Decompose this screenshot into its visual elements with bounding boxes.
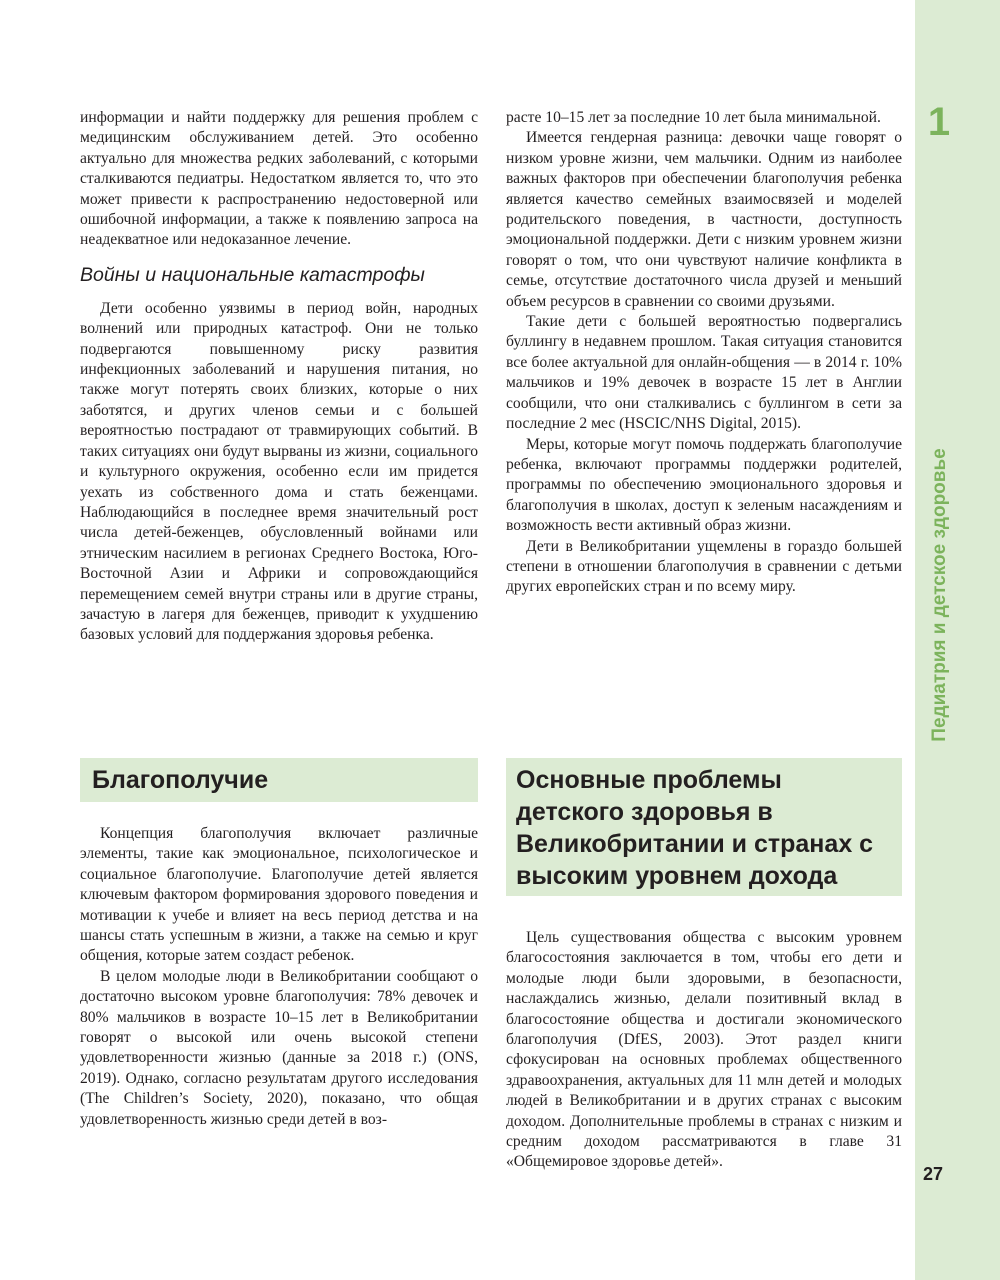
paragraph: Дети в Великобритании ущемлены в гораздо большей степени в отношении благополучия в сравнении с детьми других европейских стран и по всему миру. [506,537,902,596]
paragraph: Такие дети с большей вероятностью подвергались буллингу в недавнем прошлом. Такая ситуация становится все более актуальной для онлайн-общения — в 2014 г. 10% мальчиков и 19% девочек в возрасте 15 лет в Англии сообщили, что они сталкивались с буллингом в сети за последние 2 мес (HSCIC/NHS Digital, 2015). [506,313,902,433]
left-column-top [80,108,478,646]
right-column-bottom [506,928,902,1173]
chapter-number: 1 [927,100,951,144]
paragraph: В целом молодые люди в Великобритании сообщают о достаточно высоком уровне благополучия: 78% девочек и 80% мальчиков в возрасте 10–15 лет в Великобритании говорят о высокой или очень высокой степени удовлетворенности жизнью (данные за 2018 г.) (ONS, 2019). Однако, согласно результатам другого исследования (The Children’s Society, 2020), показано, что общая удовлетворенность жизнью среди детей в воз- [80,967,478,1128]
section-heading-wellbeing: Благополучие [80,758,478,802]
right-column-top [506,108,902,598]
chapter-sidebar [915,0,1000,1280]
paragraph: Концепция благополучия включает различные элементы, такие как эмоциональное, психологическое и социальное благополучие. Благополучие детей является ключевым фактором формирования здорового поведения и мотивации к учебе и влияет на весь период детства и на шансы стать успешным в жизни, а также на семью и круг общения, которые затем создаст ребенок. [80,825,478,965]
section-heading-main-problems: Основные проблемы детского здоровья в Великобритании и странах с высоким уровнем дохода [506,758,902,896]
paragraph: информации и найти поддержку для решения проблем с медицинским обслуживанием детей. Это особенно актуально для множества редких заболеваний, с которыми сталкиваются педиатры. Недостатком является то, что это может привести к распространению недостоверной или ошибочной информации, а также к появлению запроса на неадекватное или недоказанное лечение. [80,109,478,249]
page-number: 27 [922,1164,944,1184]
paragraph: Дети особенно уязвимы в период войн, народных волнений или природных катастроф. Они не только подвергаются повышенному риску развития инфекционных заболеваний и нарушения питания, но также могут потерять своих близких, которые о них заботятся, и других членов семьи и с большей вероятностью пострадают от травмирующих событий. В таких ситуациях они будут вырваны из жизни, социального и культурного окружения, особенно если им придется уехать из собственного дома и стать беженцами. Наблюдающийся в последнее время значительный рост числа детей-беженцев, обусловленный войнами или этническим насилием в регионах Среднего Востока, Юго-Восточной Азии и Африки и сопровождающийся перемещением семей внутри страны или в другие страны, зачастую в лагеря для беженцев, приводит к ухудшению базовых условий для поддержания здоровья ребенка. [80,299,478,644]
left-column-bottom [80,824,478,1130]
paragraph: расте 10–15 лет за последние 10 лет была минимальной. [506,109,881,126]
paragraph: Имеется гендерная разница: девочки чаще говорят о низком уровне жизни, чем мальчики. Одним из наиболее важных факторов при обеспечении благополучия ребенка является качество семейных взаимосвязей и моделей родительского поведения, в частности, доступность эмоциональной поддержки. Дети с низким уровнем жизни говорят о том, что они чувствуют наличие конфликта в семье, отсутствие достаточного числа друзей и меньший объем ресурсов в сравнении со своими друзьями. [506,129,902,310]
paragraph: Цель существования общества с высоким уровнем благосостояния заключается в том, чтобы его дети и молодые люди были здоровыми, в безопасности, наслаждались жизнью, делали позитивный вклад в благосостояние общества и достигали экономического благополучия (DfES, 2003). Этот раздел книги сфокусирован на основных проблемах общественного здравоохранения, актуальных для 11 млн детей и молодых людей в Великобритании и в других странах с высоким доходом. Дополнительные проблемы в странах с низким и средним доходом рассматриваются в главе 31 «Общемировое здоровье детей». [506,929,902,1171]
chapter-title: Педиатрия и детское здоровье [929,448,950,742]
paragraph: Меры, которые могут помочь поддержать благополучие ребенка, включают программы поддержки родителей, программы по обеспечению эмоционального здоровья и благополучия в школах, доступ к зеленым насаждениям и возможность вести активный образ жизни. [506,435,902,535]
subheading-wars: Войны и национальные катастрофы [80,263,425,286]
